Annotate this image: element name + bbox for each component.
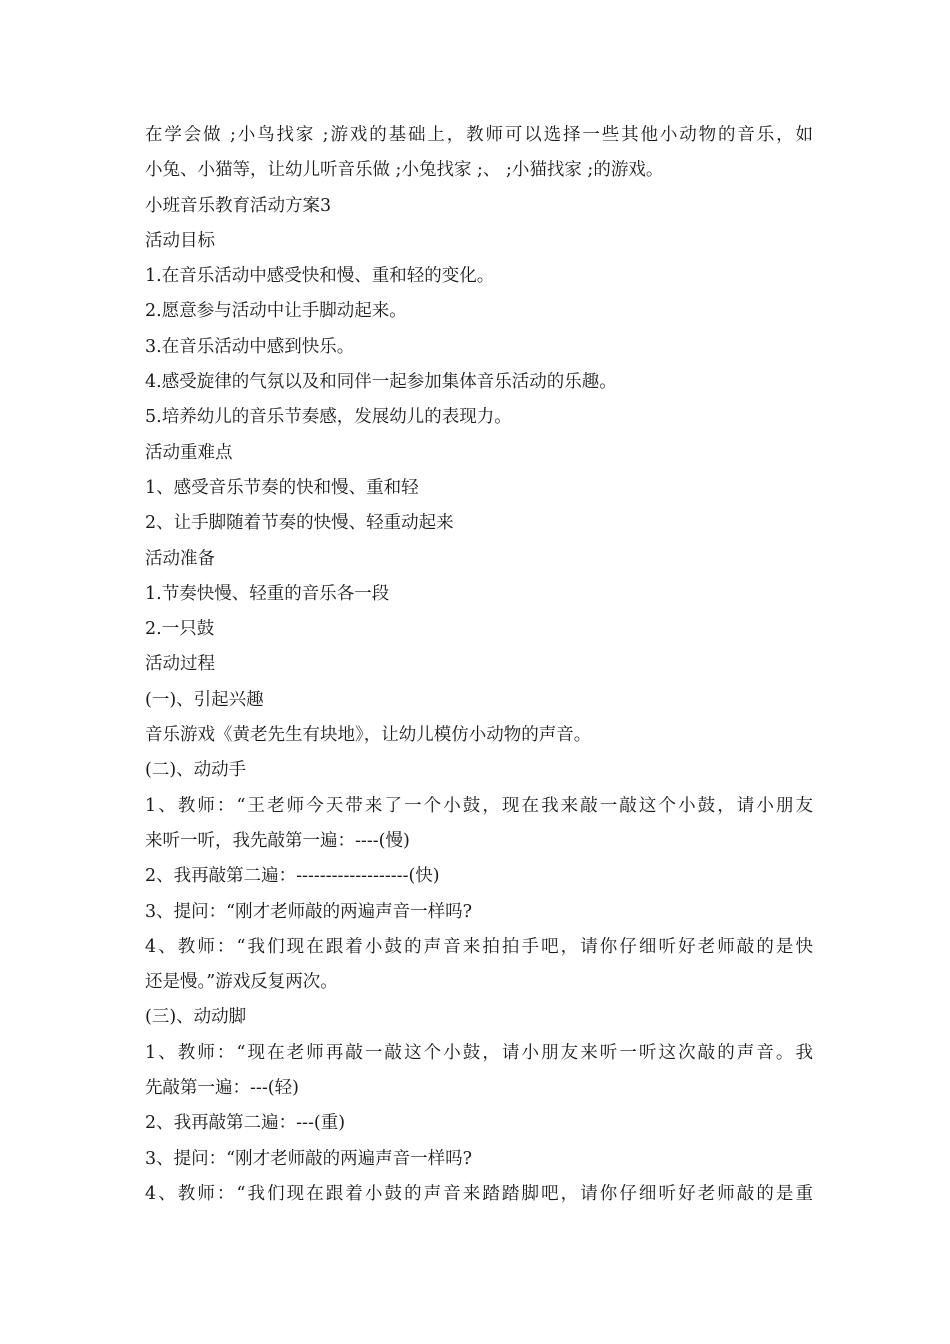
list-item: 5.培养幼儿的音乐节奏感，发展幼儿的表现力。: [145, 407, 512, 428]
body-line: 还是慢。”游戏反复两次。: [145, 972, 338, 993]
body-line: 1、教师：“现在老师再敲一敲这个小鼓，请小朋友来听一听这次敲的声音。我: [145, 1042, 813, 1063]
section-heading: 小班音乐教育活动方案3: [145, 195, 332, 216]
body-line: 2、我再敲第二遍：-------------------(快): [145, 866, 440, 887]
body-line: 音乐游戏《黄老先生有块地》，让幼儿模仿小动物的声音。: [145, 725, 592, 746]
step-heading: (一)、引起兴趣: [145, 689, 264, 710]
body-line: 在学会做 ;小鸟找家 ;游戏的基础上，教师可以选择一些其他小动物的音乐，如: [145, 125, 813, 145]
body-line: 2、我再敲第二遍：---(重): [145, 1113, 346, 1134]
subheading: 活动过程: [145, 654, 215, 675]
list-item: 2.愿意参与活动中让手脚动起来。: [145, 301, 407, 322]
body-line: 1、教师：“王老师今天带来了一个小鼓，现在我来敲一敲这个小鼓，请小朋友: [145, 795, 813, 816]
body-line: 4、教师：“我们现在跟着小鼓的声音来拍拍手吧，请你仔细听好老师敲的是快: [145, 936, 813, 957]
subheading: 活动重难点: [145, 442, 233, 463]
document-body: [145, 118, 813, 1212]
list-item: 1.在音乐活动中感受快和慢、重和轻的变化。: [145, 266, 495, 287]
body-line: 小兔、小猫等，让幼儿听音乐做 ;小兔找家 ;、 ;小猫找家 ;的游戏。: [145, 160, 664, 181]
body-line: 来听一听，我先敲第一遍：----(慢): [145, 830, 410, 851]
body-line: 3、提问：“刚才老师敲的两遍声音一样吗?: [145, 901, 472, 922]
list-item: 2、让手脚随着节奏的快慢、轻重动起来: [145, 513, 454, 534]
subheading: 活动目标: [145, 230, 215, 251]
body-line: 3、提问：“刚才老师敲的两遍声音一样吗?: [145, 1148, 472, 1169]
list-item: 4.感受旋律的气氛以及和同伴一起参加集体音乐活动的乐趣。: [145, 372, 617, 393]
subheading: 活动准备: [145, 548, 215, 569]
step-heading: (二)、动动手: [145, 760, 247, 781]
list-item: 3.在音乐活动中感到快乐。: [145, 336, 355, 357]
body-line: 4、教师：“我们现在跟着小鼓的声音来踏踏脚吧，请你仔细听好老师敲的是重: [145, 1183, 813, 1204]
list-item: 2.一只鼓: [145, 619, 215, 640]
body-line: 先敲第一遍：---(轻): [145, 1078, 299, 1099]
list-item: 1.节奏快慢、轻重的音乐各一段: [145, 583, 390, 604]
list-item: 1、感受音乐节奏的快和慢、重和轻: [145, 477, 419, 498]
step-heading: (三)、动动脚: [145, 1007, 247, 1028]
